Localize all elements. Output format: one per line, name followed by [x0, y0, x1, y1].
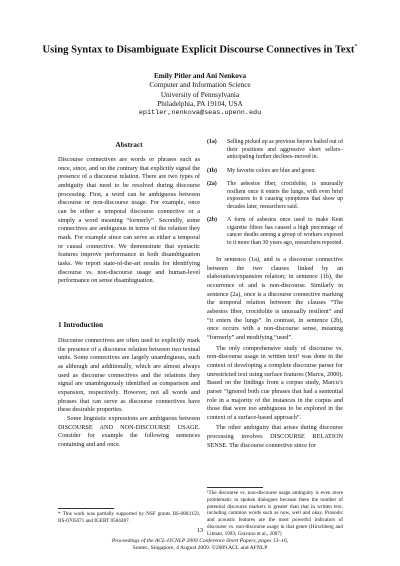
footnote-left: * This work was partially supported by NSF grants IIS-0803159, IIS-0705671 and IGERT 0504487.	[58, 511, 200, 524]
author-names: Emily Pitler and Ani Nenkova	[153, 72, 247, 80]
right-paragraph-1: In sentence (1a), and is a discourse connective between the two clauses linked by an elaboration/expansion relation; in sentence (1b), the occurrence of and is non-discourse. Similarly in sentence (2a), once is a discourse connective marking the temporal relation between the clauses “The asbestos fiber, crocidolite is unusually resilient” and “it enters the lungs”. In contrast, in sentence (2b), once occurs with a non-discourse sense, meaning “formerly” and modifying “used”.	[207, 256, 343, 341]
introduction-body	[58, 337, 200, 450]
example-text: Selling picked up as previous buyers bailed out of their positions and aggressive short sellers–anticipating further declines–moved in.	[227, 139, 343, 160]
example-label: (2a)	[207, 181, 217, 187]
example-item	[207, 139, 343, 162]
example-text: The asbestos fiber, crocidolite, is unusually resilient once it enters the lungs, with even brief exposures to it causing symptoms that show up decades later, researchers said.	[227, 181, 343, 210]
abstract-heading: Abstract	[115, 140, 143, 149]
example-label: (2b)	[207, 217, 217, 223]
author-block	[0, 72, 400, 118]
author-address: Philadelphia, PA 19104, USA	[157, 99, 243, 108]
example-item	[207, 168, 343, 176]
footnote-right: ¹The discourse vs. non-discourse usage ambiguity is even more problematic in spoken dialogues because there the number of potential discourse markers is greater than that in written text, including common words such as now, well and okay. Prosodic and acoustic features are the most powerful indicators of discourse vs. non-discourse usage in that genre (Hirschberg and Litman, 1993; Gravano et al., 2007)	[207, 490, 343, 537]
intro-paragraph-2: Some linguistic expressions are ambiguous between DISCOURSE AND NON-DISCOURSE USAGE. Consider for example the following sentences containing and and once.	[58, 414, 200, 448]
author-department: Computer and Information Science	[149, 81, 251, 90]
example-label: (1a)	[207, 139, 217, 145]
example-text: A form of asbestos once used to make Kent cigarette filters has caused a high percentage of cancer deaths among a group of workers exposed to it more than 30 years ago, researchers reported.	[227, 217, 343, 246]
right-paragraph-3: The other ambiguity that arises during discourse processing involves DISCOURSE RELATION SENSE. The discourse connective since for	[207, 424, 343, 449]
example-list	[207, 139, 343, 253]
footnote-rule-right	[207, 487, 263, 488]
right-column-body	[207, 256, 343, 452]
section-heading-introduction: 1 Introduction	[58, 320, 104, 329]
author-email: epitler,nenkova@seas.upenn.edu	[138, 109, 262, 118]
intro-paragraph-1: Discourse connectives are often used to explicitly mark the presence of a discourse relation between two textual units. Some connectives are largely unambiguous, such as although and additionally, which are almost always used as discourse connectives and the relations they signal are unambiguously identified as comparison and expansion, respectively. However, not all words and phrases that can serve as discourse connectives have these desirable properties.	[58, 337, 200, 414]
proceedings-footer	[0, 538, 400, 552]
title-footnote-mark: *	[354, 44, 358, 50]
right-paragraph-2: The only comprehensive study of discourse vs. non-discourse usage in written text¹ was done in the context of developing a complete discourse parser for unrestricted text using surface features (Marcu, 2000). Based on the findings from a corpus study, Marcu’s parser “ignored both cue phrases that had a sentential role in a majority of the instances in the corpus and those that were too ambiguous to be explored in the context of a surface-based approach”.	[207, 344, 343, 421]
proceedings-line-2: Suntec, Singapore, 4 August 2009. ©2009 ACL and AFNLP	[132, 545, 268, 551]
example-label: (1b)	[207, 167, 217, 174]
footnote-rule-left	[58, 508, 114, 509]
author-university: University of Pennsylvania	[160, 90, 240, 99]
proceedings-line-1: Proceedings of the ACL-IJCNLP 2009 Conference Short Papers, pages 13–16,	[111, 538, 289, 544]
abstract-text: Discourse connectives are words or phrases such as once, since, and on the contrary that explicitly signal the presence of a discourse relation. There are two types of ambiguity that need to be resolved during discourse processing. First, a word can be ambiguous between discourse or non-discourse usage. For example, once can be either a temporal discourse connective or a simply a word meaning “formerly”. Secondly, some connectives are ambiguous in terms of the relation they mark. For example since can serve as either a temporal or causal connective. We demonstrate that syntactic features improve performance in both disambiguation tasks. We report state-of-the-art results for identifying discourse vs. non-discourse usage and human-level performance on sense disambiguation.	[58, 156, 200, 285]
paper-title	[0, 44, 400, 56]
example-text: My favorite colors are blue and green.	[227, 167, 316, 174]
page-number: 13	[196, 527, 204, 534]
example-item	[207, 217, 343, 247]
example-item	[207, 181, 343, 211]
paper-title-text: Using Syntax to Disambiguate Explicit Discourse Connectives in Text	[42, 44, 355, 56]
